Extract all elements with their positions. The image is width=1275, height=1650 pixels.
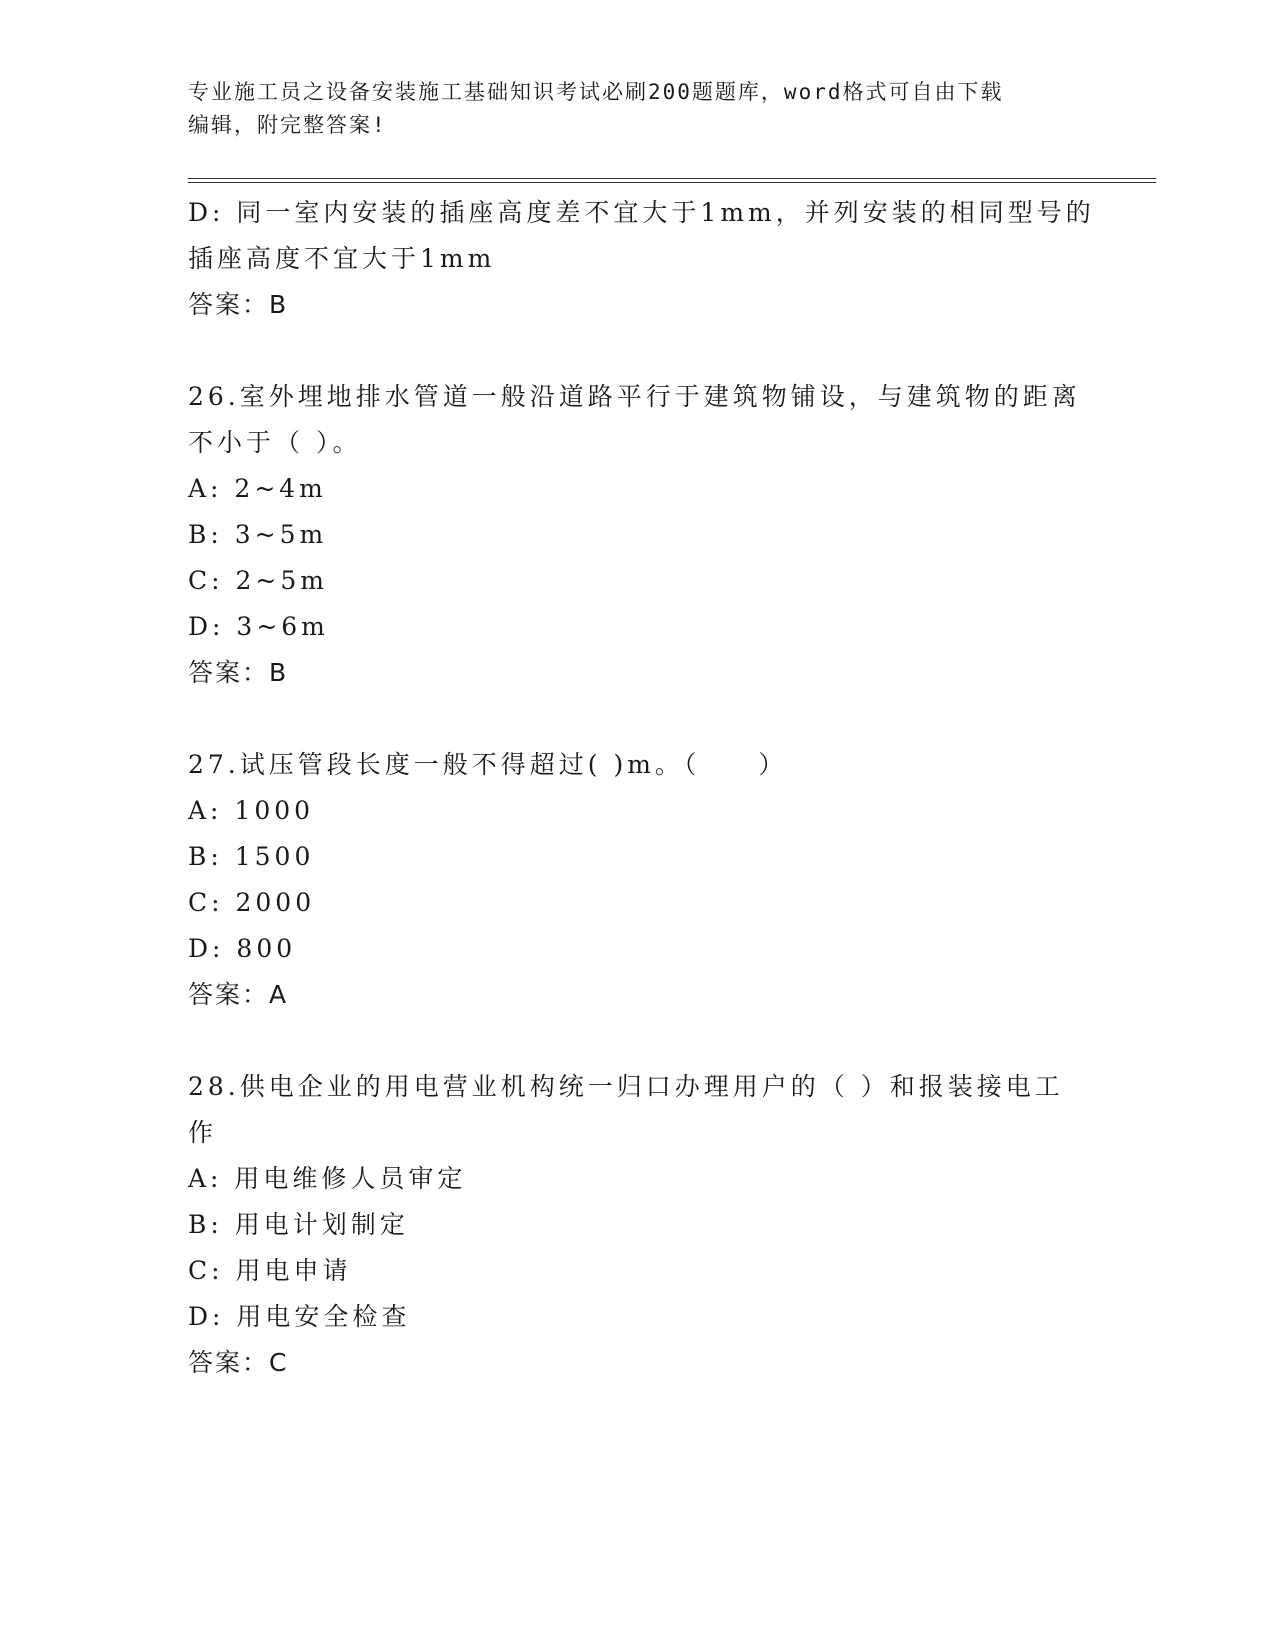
answer-line: 答案：B (188, 658, 289, 687)
intro-block (188, 190, 1095, 328)
option-d: D: 同一室内安装的插座高度差不宜大于1mm，并列安装的相同型号的 (188, 198, 1095, 227)
answer-line: 答案：A (188, 980, 289, 1009)
question-list (188, 190, 1095, 1386)
question-stem: 26.室外埋地排水管道一般沿道路平行于建筑物铺设，与建筑物的距离 (188, 382, 1081, 411)
option-a: A: 用电维修人员审定 (188, 1164, 467, 1193)
question-stem-continued: 作 (188, 1118, 218, 1147)
option-b: B: 3~5m (188, 520, 328, 549)
option-d: D: 用电安全检查 (188, 1302, 411, 1331)
answer-line: 答案：B (188, 290, 289, 319)
option-b: B: 用电计划制定 (188, 1210, 409, 1239)
header-divider-bottom (188, 182, 1156, 183)
question-26 (188, 374, 1088, 696)
option-a: A: 1000 (188, 796, 315, 825)
question-stem-continued: 不小于（ ）。 (188, 428, 362, 457)
option-d: D: 800 (188, 934, 297, 963)
option-a: A: 2~4m (188, 474, 327, 503)
option-d: D: 3~6m (188, 612, 329, 641)
header-line-1: 专业施工员之设备安装施工基础知识考试必刷200题题库，word格式可自由下载 (188, 80, 1004, 104)
answer-line: 答案：C (188, 1348, 289, 1377)
header-line-2: 编辑，附完整答案! (188, 113, 387, 137)
option-c: C: 2000 (188, 888, 316, 917)
header-divider-top (188, 178, 1156, 179)
question-27 (188, 742, 1088, 1018)
question-28 (188, 1064, 1088, 1386)
question-stem: 28.供电企业的用电营业机构统一归口办理用户的（ ）和报装接电工 (188, 1072, 1064, 1101)
option-c: C: 用电申请 (188, 1256, 352, 1285)
option-c: C: 2~5m (188, 566, 328, 595)
option-b: B: 1500 (188, 842, 315, 871)
question-stem: 27.试压管段长度一般不得超过( )m。（ ） (188, 750, 788, 779)
document-header (188, 76, 1068, 142)
option-d-continued: 插座高度不宜大于1mm (188, 244, 496, 273)
